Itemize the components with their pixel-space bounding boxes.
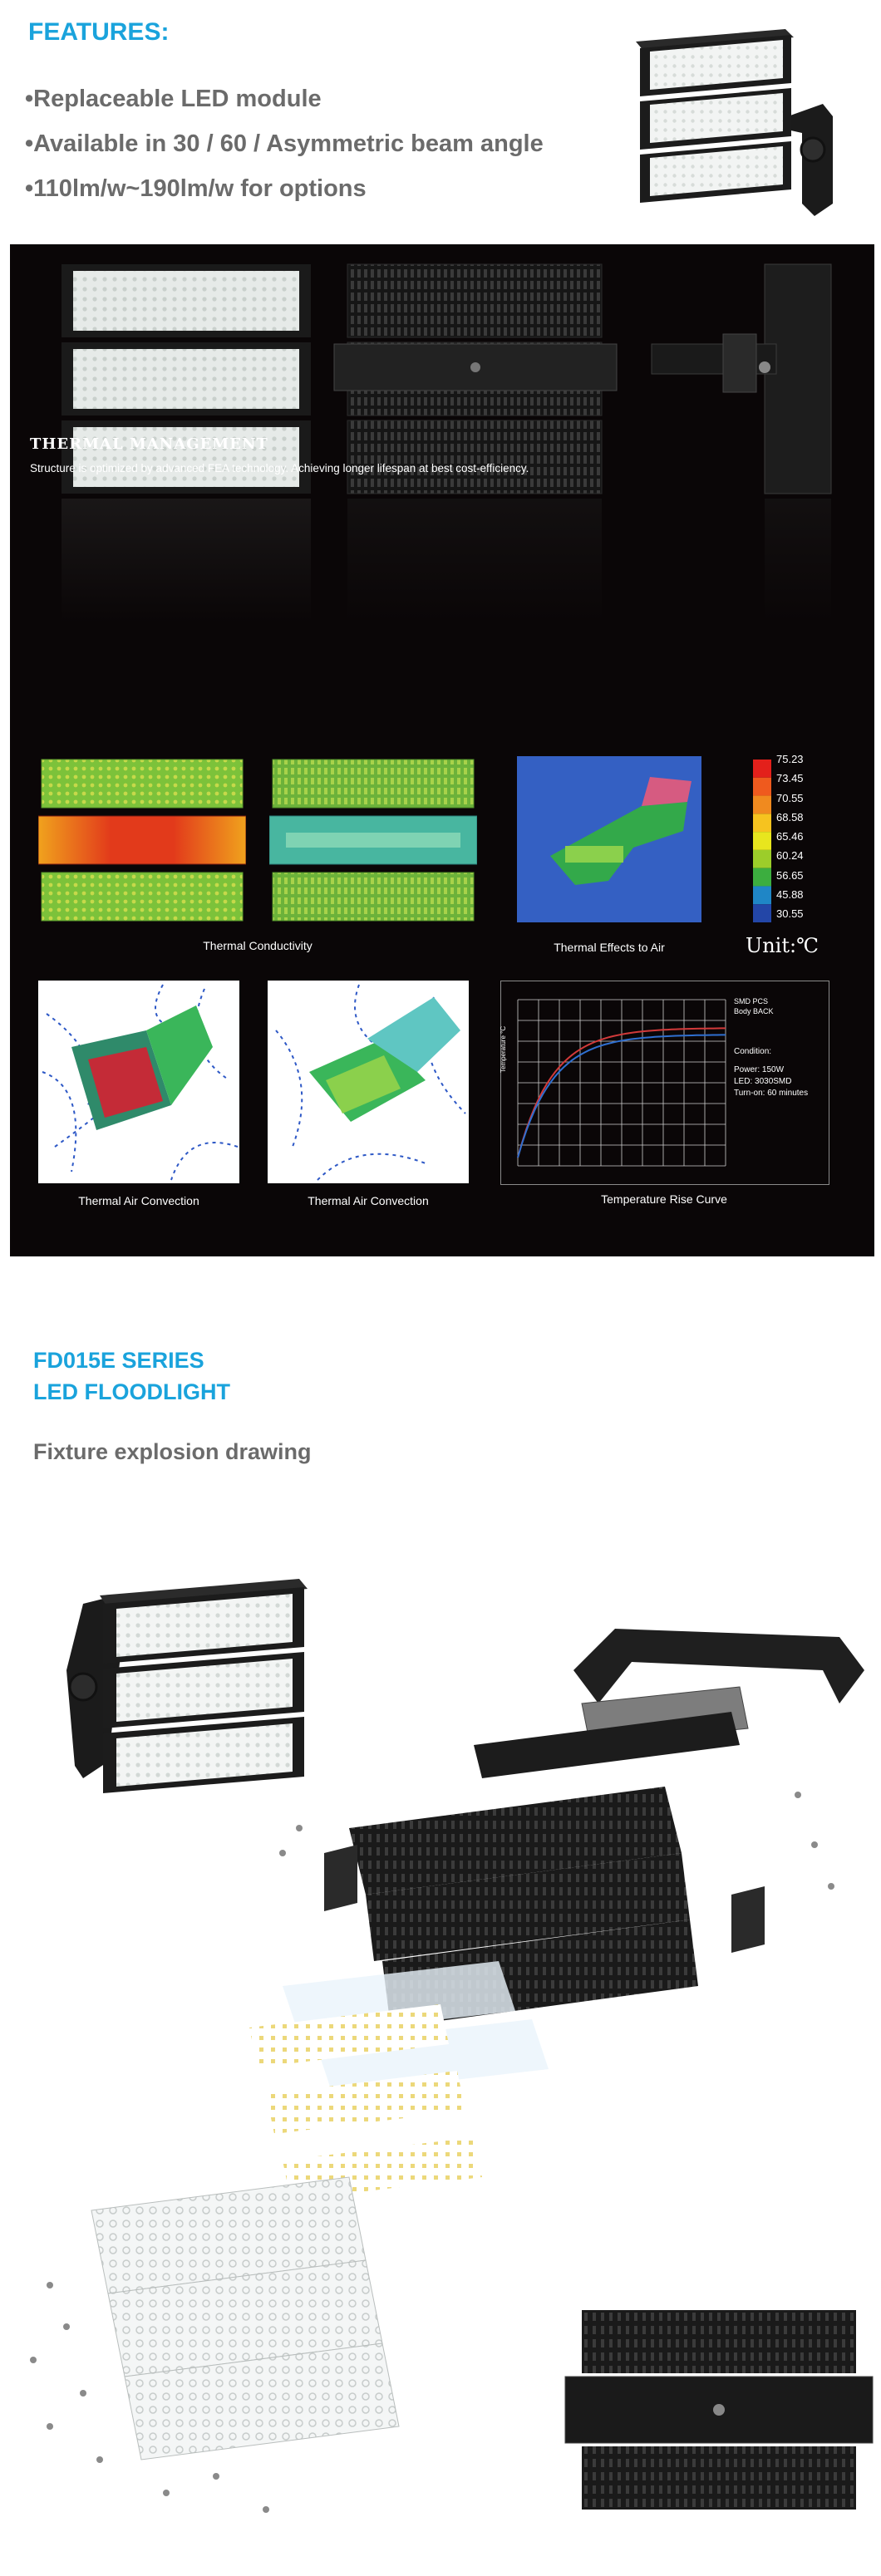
thermal-conductivity-image-back [269,756,477,927]
rise-y-label: Temperature °C [500,1025,507,1073]
floodlight-product-image [615,25,839,224]
thermal-conductivity-image-front [38,756,246,927]
caption-thermal-conductivity: Thermal Conductivity [203,939,313,952]
features-title: FEATURES: [28,18,170,46]
scale-swatch [753,868,771,887]
feature-list [25,76,544,211]
series-line-2: LED FLOODLIGHT [33,1379,230,1404]
scale-swatch [753,850,771,868]
scale-label: 73.45 [776,772,804,785]
thermal-subtitle: Structure is optimized by advanced FEA technology. Achieving longer lifespan at best cost-efficiency. [30,462,529,474]
temperature-rise-chart [500,981,829,1185]
explosion-title: Fixture explosion drawing [33,1439,312,1464]
scale-label: 70.55 [776,791,804,804]
scale-swatch [753,904,771,922]
scale-swatch [753,796,771,814]
scale-label: 30.55 [776,907,804,921]
condition-power: Power: 150W [734,1065,785,1074]
thermal-effects-air-image [517,756,701,922]
condition-turnon: Turn-on: 60 minutes [734,1089,809,1098]
scale-swatch [753,832,771,850]
legend-smd: SMD PCS [734,997,769,1005]
scale-unit: Unit:℃ [746,934,819,957]
scale-label: 56.65 [776,868,804,882]
scale-label: 45.88 [776,887,804,901]
thermal-air-convection-image-1 [38,981,239,1183]
caption-air-convection-1: Thermal Air Convection [78,1194,199,1207]
scale-label: 75.23 [776,753,804,765]
scale-label: 68.58 [776,810,804,823]
caption-rise-curve: Temperature Rise Curve [601,1192,727,1206]
condition-label: Condition: [734,1047,772,1056]
scale-swatch [753,814,771,832]
scale-swatch [753,760,771,778]
feature-item: •Replaceable LED module [25,86,322,112]
series-line-1: FD015E SERIES [33,1348,204,1373]
feature-item: •Available in 30 / 60 / Asymmetric beam angle [25,130,544,157]
scale-swatch [753,886,771,904]
scale-swatch [753,778,771,796]
thermal-title: THERMAL MANAGEMENT [30,435,268,453]
caption-air-convection-2: Thermal Air Convection [308,1194,429,1207]
thermal-air-convection-image-2 [268,981,469,1183]
temperature-scale-labels [776,753,826,927]
condition-led: LED: 3030SMD [734,1077,792,1086]
caption-thermal-effects-air: Thermal Effects to Air [554,941,665,954]
legend-body: Body BACK [734,1007,774,1015]
series-title [33,1345,230,1408]
scale-label: 60.24 [776,849,804,863]
exploded-parts-image [0,1579,881,2551]
temperature-scale-bar [753,760,771,922]
feature-item: •110lm/w~190lm/w for options [25,175,367,202]
scale-label: 65.46 [776,830,804,843]
